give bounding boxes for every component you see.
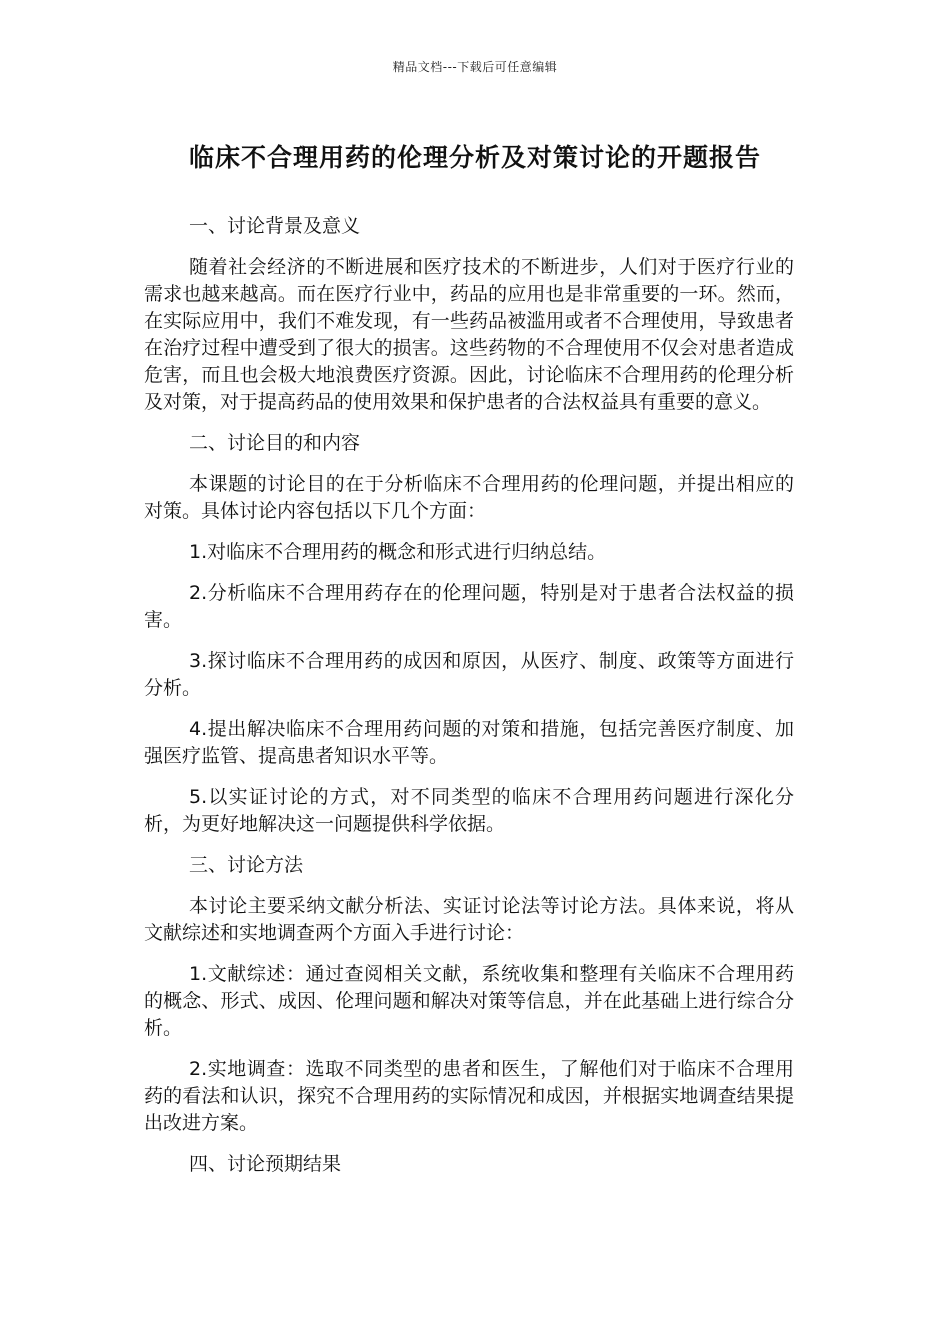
- list-item-purpose-3: 3.探讨临床不合理用药的成因和原因，从医疗、制度、政策等方面进行分析。: [144, 650, 794, 699]
- document-title: 临床不合理用药的伦理分析及对策讨论的开题报告: [188, 143, 761, 172]
- list-item-purpose-4: 4.提出解决临床不合理用药问题的对策和措施，包括完善医疗制度、加强医疗监管、提高患者知识水平等。: [144, 718, 794, 767]
- list-item-purpose-5: 5.以实证讨论的方式，对不同类型的临床不合理用药问题进行深化分析，为更好地解决这一问题提供科学依据。: [144, 786, 794, 835]
- section-heading-background: 一、讨论背景及意义: [189, 215, 361, 237]
- section-heading-expected-results: 四、讨论预期结果: [189, 1153, 342, 1175]
- list-item-purpose-1: 1.对临床不合理用药的概念和形式进行归纳总结。: [189, 541, 607, 563]
- paragraph-background: 随着社会经济的不断进展和医疗技术的不断进步，人们对于医疗行业的需求也越来越高。而在医疗行业中，药品的应用也是非常重要的一环。然而，在实际应用中，我们不难发现，有一些药品被滥用或者不合理使用，导致患者在治疗过程中遭受到了很大的损害。这些药物的不合理使用不仅会对患者造成危害，而且也会极大地浪费医疗资源。因此，讨论临床不合理用药的伦理分析及对策，对于提高药品的使用效果和保护患者的合法权益具有重要的意义。: [144, 256, 794, 413]
- list-item-purpose-2: 2.分析临床不合理用药存在的伦理问题，特别是对于患者合法权益的损害。: [144, 582, 794, 631]
- section-heading-method: 三、讨论方法: [189, 854, 304, 876]
- paragraph-purpose-intro: 本课题的讨论目的在于分析临床不合理用药的伦理问题，并提出相应的对策。具体讨论内容包括以下几个方面：: [144, 473, 794, 522]
- document-body: [144, 213, 794, 1192]
- list-item-method-1: 1.文献综述：通过查阅相关文献，系统收集和整理有关临床不合理用药的概念、形式、成因、伦理问题和解决对策等信息，并在此基础上进行综合分析。: [144, 963, 794, 1039]
- header-note: 精品文档---下载后可任意编辑: [392, 60, 558, 74]
- list-item-method-2: 2.实地调查：选取不同类型的患者和医生，了解他们对于临床不合理用药的看法和认识，探究不合理用药的实际情况和成因，并根据实地调查结果提出改进方案。: [144, 1058, 794, 1134]
- paragraph-method-intro: 本讨论主要采纳文献分析法、实证讨论法等讨论方法。具体来说，将从文献综述和实地调查两个方面入手进行讨论：: [144, 895, 794, 944]
- section-heading-purpose: 二、讨论目的和内容: [189, 432, 361, 454]
